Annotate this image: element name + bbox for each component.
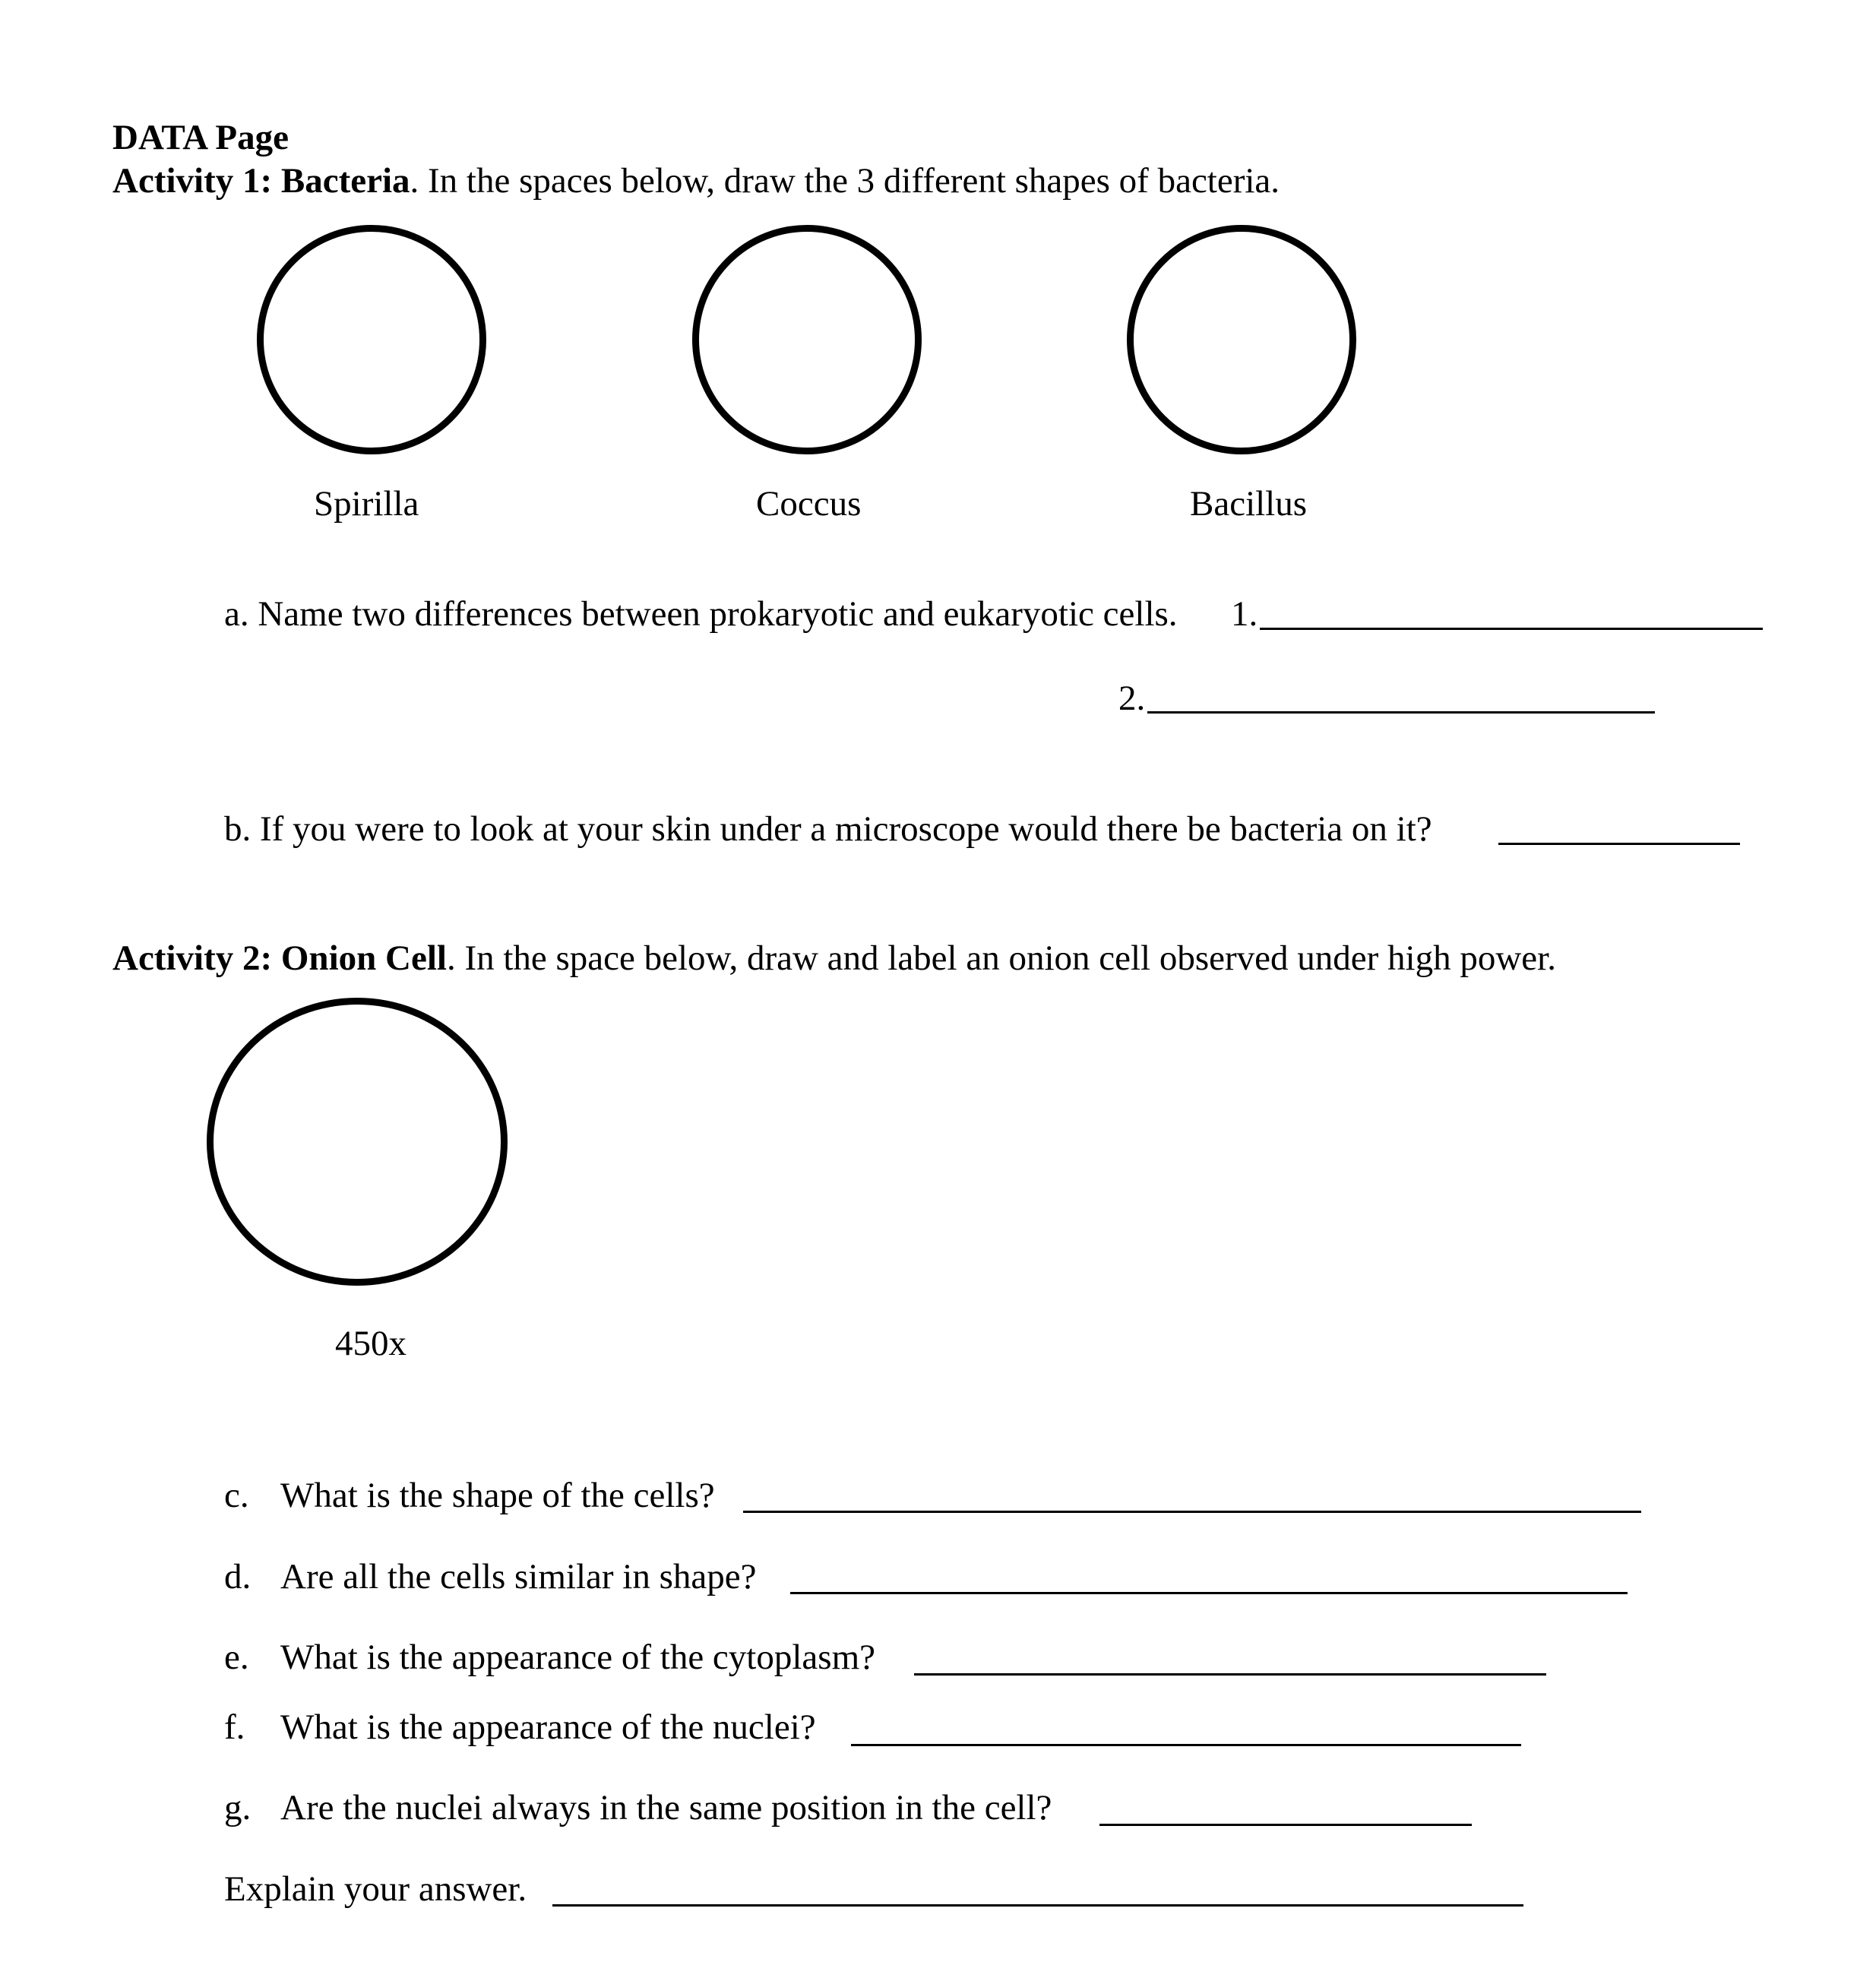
page-title: DATA Page xyxy=(112,118,289,157)
spirilla-label: Spirilla xyxy=(314,484,419,524)
question-e-answer-line[interactable] xyxy=(914,1673,1546,1676)
coccus-label: Coccus xyxy=(756,484,862,524)
question-a-blank1-label: 1. xyxy=(1231,594,1258,634)
question-a-answer-line-1[interactable] xyxy=(1260,628,1763,630)
question-f-letter: f. xyxy=(224,1707,245,1747)
question-d-answer-line[interactable] xyxy=(790,1592,1628,1594)
coccus-drawing-area[interactable] xyxy=(692,225,922,454)
question-b-answer-line[interactable] xyxy=(1498,843,1740,845)
question-c-answer-line[interactable] xyxy=(743,1511,1641,1513)
question-a-blank2-label: 2. xyxy=(1118,679,1146,718)
activity1-heading-line xyxy=(112,163,1280,199)
bacillus-drawing-area[interactable] xyxy=(1127,225,1356,454)
activity1-instruction: . In the spaces below, draw the 3 different shapes of bacteria. xyxy=(410,161,1280,201)
explain-answer-line[interactable] xyxy=(552,1904,1523,1907)
question-c-letter: c. xyxy=(224,1476,249,1515)
activity2-heading: Activity 2: Onion Cell xyxy=(112,938,447,978)
question-d: Are all the cells similar in shape? xyxy=(280,1557,757,1597)
question-f: What is the appearance of the nuclei? xyxy=(280,1707,816,1747)
question-e-letter: e. xyxy=(224,1638,249,1677)
question-g-letter: g. xyxy=(224,1788,252,1828)
bacillus-label: Bacillus xyxy=(1190,484,1308,524)
question-g: Are the nuclei always in the same position in the cell? xyxy=(280,1788,1052,1828)
question-g-answer-line[interactable] xyxy=(1099,1824,1472,1826)
question-a-answer-line-2[interactable] xyxy=(1147,711,1655,714)
question-c: What is the shape of the cells? xyxy=(280,1476,715,1515)
onion-cell-drawing-area[interactable] xyxy=(207,998,508,1286)
spirilla-drawing-area[interactable] xyxy=(257,225,486,454)
activity2-instruction: . In the space below, draw and label an onion cell observed under high power. xyxy=(446,938,1556,978)
question-d-letter: d. xyxy=(224,1557,252,1597)
question-b: b. If you were to look at your skin under a microscope would there be bacteria on it? xyxy=(224,809,1432,849)
explain-label: Explain your answer. xyxy=(224,1869,527,1909)
question-e: What is the appearance of the cytoplasm? xyxy=(280,1638,875,1677)
question-a: a. Name two differences between prokaryotic and eukaryotic cells. xyxy=(224,594,1178,634)
activity1-heading: Activity 1: Bacteria xyxy=(112,161,410,201)
magnification-label: 450x xyxy=(335,1324,407,1363)
activity2-heading-line xyxy=(112,938,1556,978)
question-f-answer-line[interactable] xyxy=(851,1744,1521,1746)
